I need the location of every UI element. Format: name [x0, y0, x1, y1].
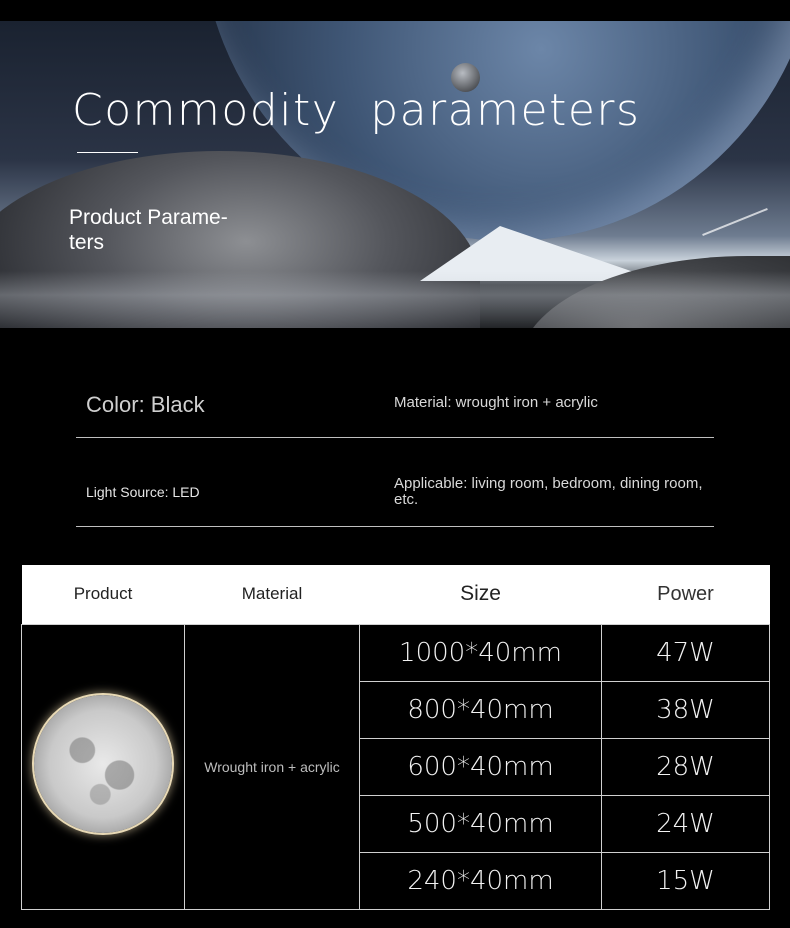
header-product: Product	[22, 565, 185, 624]
param-light-source: Light Source: LED	[86, 484, 200, 500]
size-cell: 600*40mm	[360, 738, 602, 795]
power-cell: 28W	[602, 738, 770, 795]
moon-lamp-image	[34, 695, 172, 833]
page-title: Commodity parameters	[72, 85, 641, 136]
param-divider	[76, 526, 714, 527]
meteor-streak-graphic	[702, 208, 768, 236]
page-subtitle: Product Parame- ters	[69, 206, 228, 254]
table-row	[22, 624, 770, 681]
title-divider	[77, 152, 138, 153]
power-cell: 24W	[602, 795, 770, 852]
haze-graphic	[0, 271, 790, 328]
param-applicable: Applicable: living room, bedroom, dining room, etc.	[394, 475, 703, 508]
table-header-row	[22, 565, 770, 624]
power-cell: 15W	[602, 852, 770, 909]
product-image-cell	[22, 624, 185, 909]
param-color: Color: Black	[86, 392, 205, 417]
header-material: Material	[185, 565, 360, 624]
header-size: Size	[360, 565, 602, 624]
header-power: Power	[602, 565, 770, 624]
hero-banner	[0, 21, 790, 328]
size-cell: 1000*40mm	[360, 624, 602, 681]
power-cell: 38W	[602, 681, 770, 738]
param-material: Material: wrought iron + acrylic	[394, 394, 598, 411]
size-cell: 500*40mm	[360, 795, 602, 852]
material-cell: Wrought iron + acrylic	[185, 624, 360, 909]
spec-table	[21, 565, 770, 910]
param-divider	[76, 437, 714, 438]
size-cell: 240*40mm	[360, 852, 602, 909]
power-cell: 47W	[602, 624, 770, 681]
size-cell: 800*40mm	[360, 681, 602, 738]
